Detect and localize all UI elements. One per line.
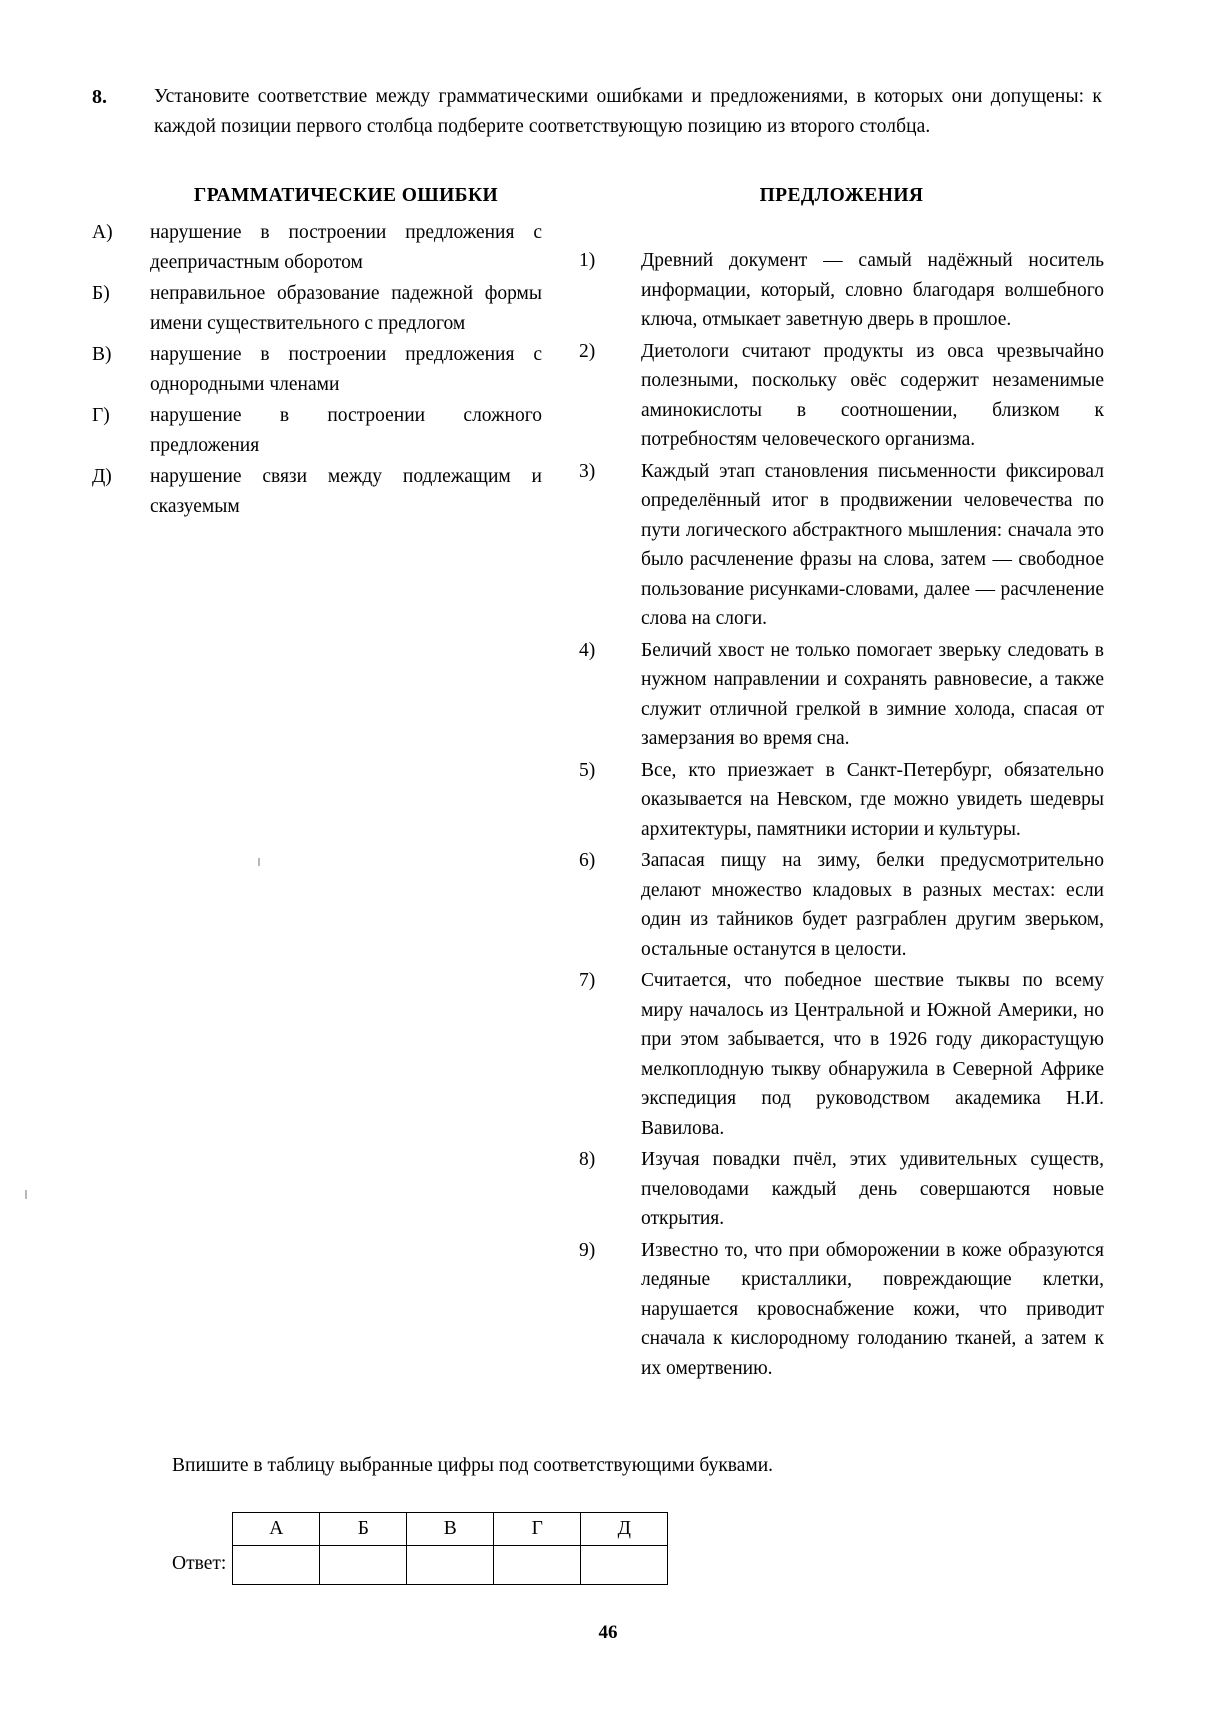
page-speck bbox=[25, 1190, 27, 1199]
item-marker: 5) bbox=[579, 759, 596, 781]
item-marker: Д) bbox=[92, 466, 112, 487]
item-marker: 1) bbox=[579, 250, 596, 271]
answer-header-cell: А bbox=[233, 1513, 320, 1546]
item-text: Запасая пищу на зиму, белки предусмотрительно делают множество кладовых в разных местах: если один из тайников будет разграблен другим зверьком, остальные останутся в целости. bbox=[641, 850, 1104, 960]
list-item bbox=[92, 279, 542, 338]
item-text: нарушение в построении предложения с однородными членами bbox=[150, 344, 542, 395]
item-text: Все, кто приезжает в Санкт-Петербург, обязательно оказывается на Невском, где можно увидеть шедевры архитектуры, памятники истории и культуры. bbox=[641, 759, 1104, 840]
item-text: нарушение связи между подлежащим и сказуемым bbox=[150, 466, 542, 517]
list-item bbox=[579, 457, 1104, 634]
answer-header-cell: Д bbox=[581, 1513, 668, 1546]
item-marker: Г) bbox=[92, 405, 110, 426]
list-item bbox=[579, 966, 1104, 1143]
item-marker: В) bbox=[92, 344, 112, 365]
item-text: нарушение в построении сложного предложения bbox=[150, 405, 542, 456]
item-marker: 7) bbox=[579, 970, 596, 991]
item-marker: 2) bbox=[579, 340, 596, 362]
list-item bbox=[92, 218, 542, 277]
answer-value-cell[interactable] bbox=[407, 1546, 494, 1585]
item-marker: А) bbox=[92, 222, 113, 243]
task-statement: Установите соответствие между грамматическими ошибками и предложениями, в которых они допущены: к каждой позиции первого столбца подберите соответствующую позицию из второго столбца. bbox=[154, 86, 1102, 137]
answer-table bbox=[232, 1512, 668, 1585]
item-marker: 8) bbox=[579, 1149, 596, 1170]
matching-columns bbox=[92, 182, 1104, 1442]
item-text: Диетологи считают продукты из овса чрезвычайно полезными, поскольку овёс содержит незаменимые аминокислоты в соотношении, близком к потребностям человеческого организма. bbox=[641, 340, 1104, 450]
item-text: Древний документ — самый надёжный носитель информации, который, словно благодаря волшебного ключа, отмыкает заветную дверь в прошлое. bbox=[641, 250, 1104, 330]
table-row-values bbox=[233, 1546, 668, 1585]
item-text: Изучая повадки пчёл, этих удивительных существ, пчеловодами каждый день совершаются новые открытия. bbox=[641, 1149, 1104, 1229]
answer-area bbox=[172, 1512, 668, 1585]
task-number: 8. bbox=[92, 86, 107, 108]
item-text: Считается, что победное шествие тыквы по всему миру началось из Центральной и Южной Америки, но при этом забывается, что в 1926 году дикорастущую мелкоплодную тыкву обнаружила в Северной Африке экспедиция под руководством академика Н.И. Вавилова. bbox=[641, 970, 1104, 1139]
answer-header-cell: Г bbox=[494, 1513, 581, 1546]
list-item bbox=[92, 462, 542, 521]
task-header bbox=[92, 82, 1102, 142]
list-item bbox=[579, 1145, 1104, 1234]
item-marker: Б) bbox=[92, 283, 110, 304]
grammar-errors-column bbox=[92, 182, 542, 521]
answer-value-cell[interactable] bbox=[233, 1546, 320, 1585]
list-item bbox=[579, 1236, 1104, 1384]
grammar-errors-title: ГРАММАТИЧЕСКИЕ ОШИБКИ bbox=[193, 185, 499, 206]
item-text: неправильное образование падежной формы имени существительного с предлогом bbox=[150, 283, 542, 334]
item-text: Каждый этап становления письменности фиксировал определённый итог в продвижении человечества по пути логического абстрактного мышления: сначала это было расчленение фразы на слова, затем — свободное пользование рисунками-словами, далее — расчленение слова на слоги. bbox=[641, 460, 1104, 629]
list-item bbox=[579, 846, 1104, 964]
item-text: нарушение в построении предложения с деепричастным оборотом bbox=[150, 222, 542, 273]
list-item bbox=[92, 340, 542, 399]
page-number: 46 bbox=[598, 1622, 618, 1643]
item-marker: 4) bbox=[579, 639, 596, 661]
item-marker: 6) bbox=[579, 850, 596, 871]
list-item bbox=[579, 246, 1104, 335]
answer-value-cell[interactable] bbox=[581, 1546, 668, 1585]
list-item bbox=[92, 401, 542, 460]
answer-value-cell[interactable] bbox=[320, 1546, 407, 1585]
answer-header-cell: В bbox=[407, 1513, 494, 1546]
answer-instruction: Впишите в таблицу выбранные цифры под соответствующими буквами. bbox=[172, 1455, 774, 1476]
item-text: Известно то, что при обморожении в коже образуются ледяные кристаллики, повреждающие клетки, нарушается кровоснабжение кожи, что приводит сначала к кислородному голоданию тканей, а затем к их омертвению. bbox=[641, 1239, 1104, 1379]
answer-value-cell[interactable] bbox=[494, 1546, 581, 1585]
answer-header-cell: Б bbox=[320, 1513, 407, 1546]
item-marker: 3) bbox=[579, 460, 596, 482]
table-row-headers bbox=[233, 1513, 668, 1546]
answer-label: Ответ: bbox=[172, 1552, 227, 1574]
item-text: Беличий хвост не только помогает зверьку следовать в нужном направлении и сохранять равновесие, а также служит отличной грелкой в зимние холода, спасая от замерзания во время сна. bbox=[641, 639, 1104, 749]
list-item bbox=[579, 636, 1104, 754]
list-item bbox=[579, 756, 1104, 845]
sentences-column bbox=[579, 182, 1104, 1383]
list-item bbox=[579, 337, 1104, 455]
sentences-title: ПРЕДЛОЖЕНИЯ bbox=[759, 185, 924, 206]
item-marker: 9) bbox=[579, 1239, 596, 1261]
